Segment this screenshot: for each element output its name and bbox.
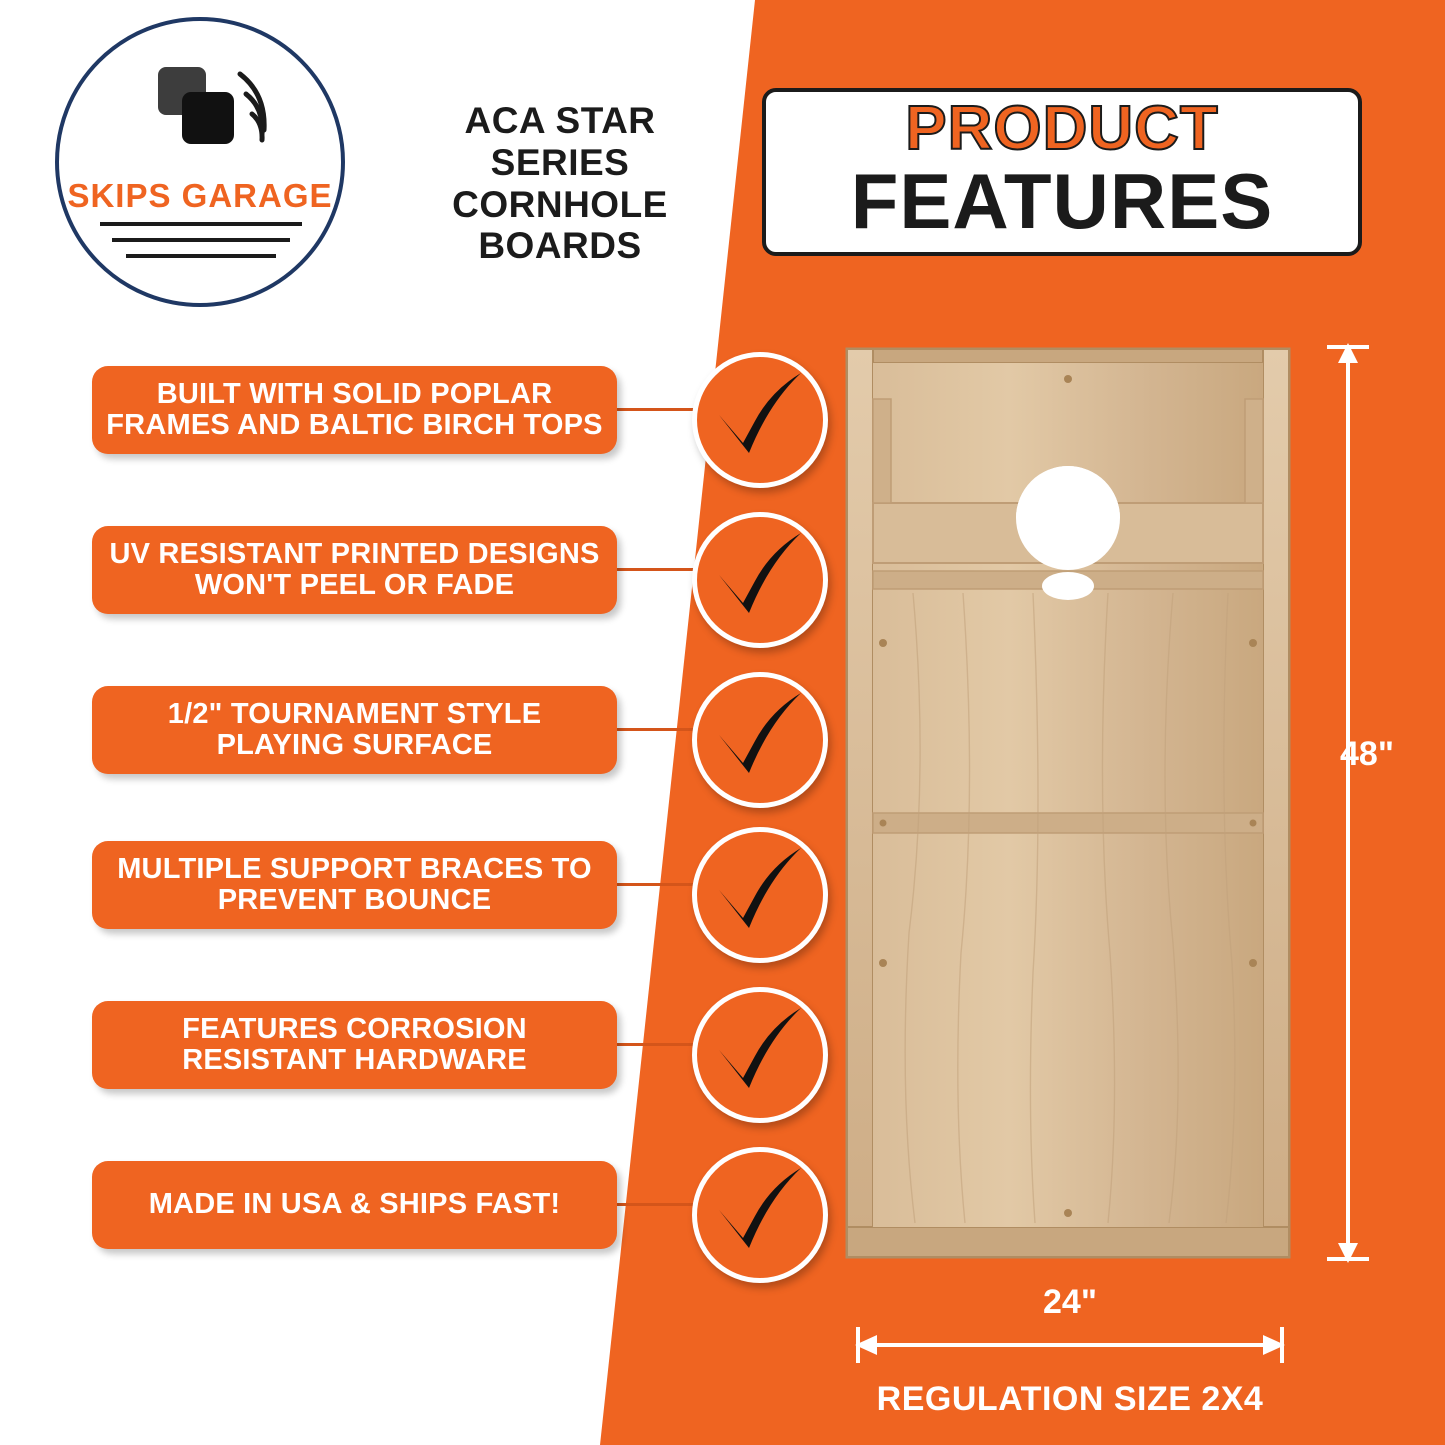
height-dimension-label: 48" (1340, 735, 1394, 773)
feature-pill (92, 526, 617, 614)
feature-label: UV RESISTANT PRINTED DESIGNS WON'T PEEL OR FADE (109, 537, 600, 601)
check-icon (692, 512, 828, 648)
feature-pill (92, 686, 617, 774)
feature-pill (92, 1161, 617, 1249)
check-icon (692, 827, 828, 963)
check-icon (692, 352, 828, 488)
feature-label: 1/2" TOURNAMENT STYLE PLAYING SURFACE (167, 697, 542, 761)
features-header-box (762, 88, 1362, 256)
svg-text:SKIPS GARAGE: SKIPS GARAGE (67, 177, 333, 214)
check-icon (692, 987, 828, 1123)
feature-label: BUILT WITH SOLID POPLAR FRAMES AND BALTIC BIRCH TOPS (106, 377, 603, 441)
features-header-line1: PRODUCT (905, 94, 1219, 163)
product-title: ACA STAR SERIES CORNHOLE BOARDS (452, 100, 668, 267)
feature-label: MADE IN USA & SHIPS FAST! (148, 1188, 561, 1221)
feature-pill (92, 366, 617, 454)
brand-logo (40, 12, 360, 312)
feature-item-4 (92, 833, 812, 963)
features-header-line2: FEATURES (850, 157, 1274, 245)
feature-item-6 (92, 1153, 812, 1283)
feature-item-5 (92, 993, 812, 1123)
width-dimension-arrow (855, 1325, 1285, 1365)
check-icon (692, 672, 828, 808)
check-icon (692, 1147, 828, 1283)
feature-item-1 (92, 358, 812, 488)
regulation-size-note: REGULATION SIZE 2X4 (876, 1380, 1264, 1418)
cornhole-board-image (843, 343, 1293, 1263)
feature-item-3 (92, 678, 812, 808)
feature-label: MULTIPLE SUPPORT BRACES TO PREVENT BOUNCE (117, 852, 592, 916)
width-dimension-label: 24" (1043, 1283, 1097, 1321)
feature-label: FEATURES CORROSION RESISTANT HARDWARE (182, 1012, 527, 1076)
feature-pill (92, 1001, 617, 1089)
feature-pill (92, 841, 617, 929)
height-dimension-arrow (1325, 343, 1371, 1263)
feature-item-2 (92, 518, 812, 648)
